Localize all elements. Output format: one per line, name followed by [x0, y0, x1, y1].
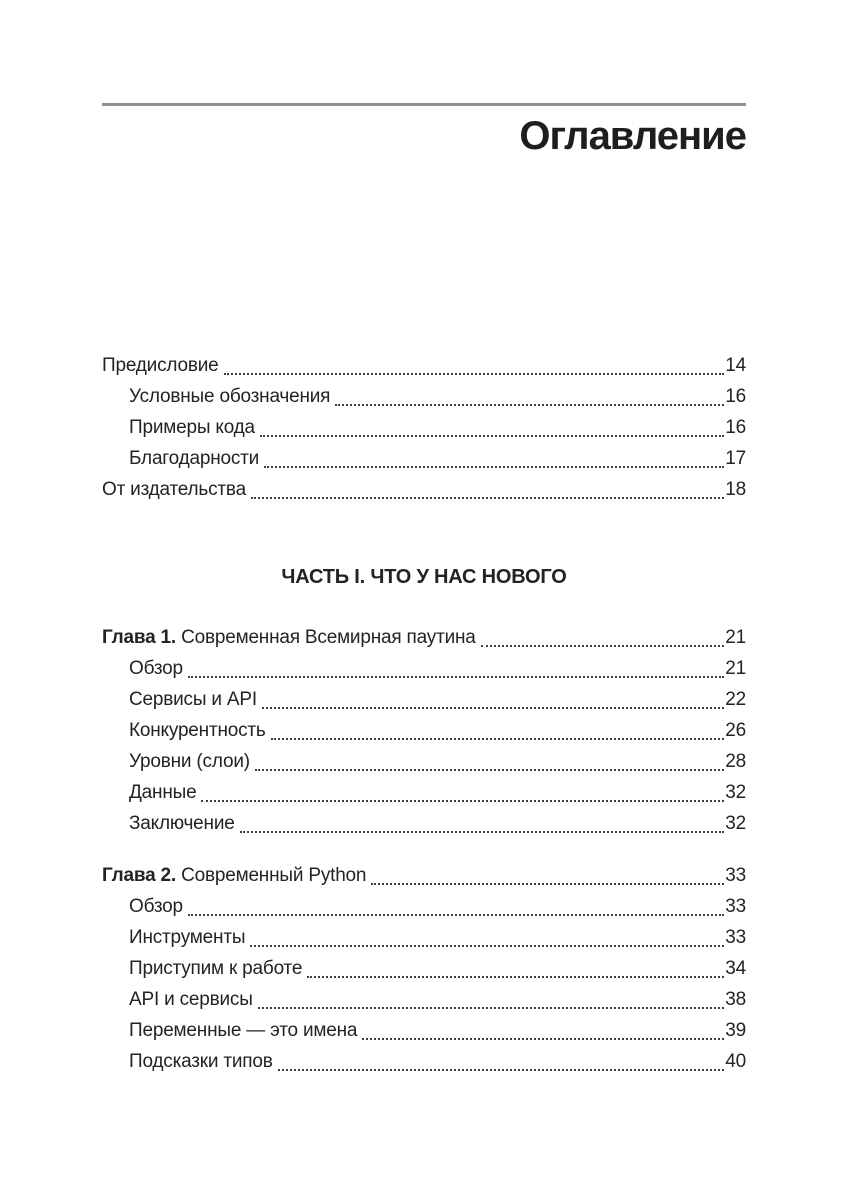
toc-entry-label: Данные: [129, 782, 197, 803]
dot-leader: [371, 883, 724, 885]
toc-entry: [102, 715, 746, 746]
toc-entry: [102, 953, 746, 984]
chapter-number-prefix: Глава 1.: [102, 627, 182, 648]
toc-chapter-entry: [102, 622, 746, 653]
page-number: 14: [725, 355, 746, 376]
page-number: 21: [725, 658, 746, 679]
page-number: 38: [725, 989, 746, 1010]
toc-entry: [102, 984, 746, 1015]
toc-entry-label: От издательства: [102, 479, 246, 500]
page-number: 28: [725, 751, 746, 772]
dot-leader: [278, 1069, 725, 1071]
toc-entry-label: Благодарности: [129, 448, 260, 469]
page-number: 17: [725, 448, 746, 469]
toc-entry: [102, 1046, 746, 1077]
page-number: 33: [725, 927, 746, 948]
chapter-2-entries: [102, 860, 746, 1077]
dot-leader: [335, 404, 724, 406]
toc-entry-label: Глава 1. Современная Всемирная паутина: [102, 627, 476, 648]
page-number: 16: [725, 417, 746, 438]
toc-entry: [102, 653, 746, 684]
toc-entry: [102, 746, 746, 777]
dot-leader: [201, 800, 724, 802]
page-number: 26: [725, 720, 746, 741]
page-number: 21: [725, 627, 746, 648]
toc-entry-label: Условные обозначения: [129, 386, 331, 407]
toc-entry-label: Глава 2. Современный Python: [102, 865, 367, 886]
toc-chapter-entry: [102, 860, 746, 891]
toc-entry-label: Переменные — это имена: [129, 1020, 358, 1041]
toc-entry: [102, 350, 746, 381]
front-matter-entries: [102, 350, 746, 505]
dot-leader: [264, 466, 724, 468]
toc-entry-label: API и сервисы: [129, 989, 253, 1010]
toc-entry: [102, 443, 746, 474]
page-title: Оглавление: [519, 114, 746, 158]
dot-leader: [307, 976, 724, 978]
dot-leader: [271, 738, 725, 740]
part-heading: ЧАСТЬ I. ЧТО У НАС НОВОГО: [281, 566, 567, 588]
page-number: 32: [725, 813, 746, 834]
toc-entry-label: Подсказки типов: [129, 1051, 273, 1072]
toc-entry-label: Сервисы и API: [129, 689, 257, 710]
dot-leader: [224, 373, 725, 375]
dot-leader: [258, 1007, 725, 1009]
page-number: 39: [725, 1020, 746, 1041]
toc-entry-label: Обзор: [129, 896, 183, 917]
dot-leader: [240, 831, 725, 833]
toc-entry: [102, 412, 746, 443]
toc-entry: [102, 684, 746, 715]
page-number: 34: [725, 958, 746, 979]
header-rule: [102, 103, 746, 106]
toc-entry-label: Обзор: [129, 658, 183, 679]
dot-leader: [251, 497, 724, 499]
dot-leader: [262, 707, 724, 709]
chapter-number-prefix: Глава 2.: [102, 865, 182, 886]
toc-entry: [102, 1015, 746, 1046]
dot-leader: [188, 914, 724, 916]
page-number: 33: [725, 865, 746, 886]
toc-entry-label: Конкурентность: [129, 720, 266, 741]
page-number: 32: [725, 782, 746, 803]
toc-entry: [102, 474, 746, 505]
page-number: 16: [725, 386, 746, 407]
page-number: 18: [725, 479, 746, 500]
toc-entry: [102, 922, 746, 953]
table-of-contents: [102, 350, 746, 1077]
toc-entry: [102, 777, 746, 808]
toc-entry-label: Предисловие: [102, 355, 219, 376]
page-number: 33: [725, 896, 746, 917]
chapter-1-entries: [102, 622, 746, 839]
toc-entry: [102, 808, 746, 839]
dot-leader: [255, 769, 724, 771]
toc-entry: [102, 381, 746, 412]
toc-entry-label: Заключение: [129, 813, 235, 834]
page-number: 40: [725, 1051, 746, 1072]
page-content: [102, 0, 746, 1200]
toc-entry: [102, 891, 746, 922]
dot-leader: [260, 435, 724, 437]
toc-entry-label: Приступим к работе: [129, 958, 303, 979]
dot-leader: [481, 645, 725, 647]
dot-leader: [362, 1038, 724, 1040]
toc-entry-label: Уровни (слои): [129, 751, 250, 772]
dot-leader: [250, 945, 724, 947]
page-number: 22: [725, 689, 746, 710]
dot-leader: [188, 676, 724, 678]
toc-entry-label: Инструменты: [129, 927, 246, 948]
toc-entry-label: Примеры кода: [129, 417, 255, 438]
